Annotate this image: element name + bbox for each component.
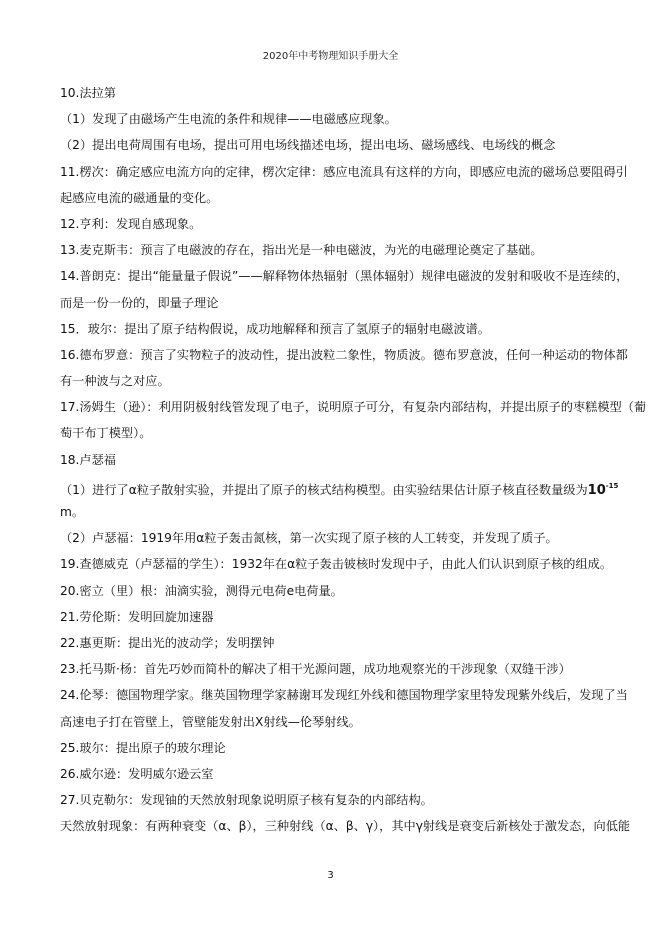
text-line-with-exponent	[60, 473, 619, 499]
text-line: 11.楞次：确定感应电流方向的定律，楞次定律：感应电流具有这样的方向，即感应电流的磁场总要阻碍引	[60, 164, 628, 179]
page-header: 2020年中考物理知识手册大全	[262, 51, 399, 62]
text-line: （1）发现了由磁场产生电流的条件和规律——电磁感应现象。	[60, 112, 397, 127]
text-line: 22.惠更斯：提出光的波动学；发明摆钟	[60, 635, 275, 650]
document-body	[60, 80, 647, 839]
text-line: 24.伦琴：德国物理学家。继英国物理学家赫谢耳发现红外线和德国物理学家里特发现紫外线后，发现了当	[60, 688, 628, 703]
text-line: 20.密立（里）根：油滴实验，测得元电荷e电荷量。	[60, 583, 343, 598]
text-span: （1）进行了α粒子散射实验，并提出了原子的核式结构模型。由实验结果估计原子核直径数量级为	[60, 482, 588, 497]
text-line: 17.汤姆生（逊）：利用阴极射线管发现了电子，说明原子可分，有复杂内部结构，并提出原子的枣糕模型（葡	[60, 400, 647, 415]
text-line: 18.卢瑟福	[60, 452, 116, 467]
text-line: 23.托马斯·杨：首先巧妙而简朴的解决了相干光源问题，成功地观察光的干涉现象（双缝干涉）	[60, 662, 571, 677]
exponent-base: 10	[587, 482, 606, 498]
page-number: 3	[327, 870, 334, 881]
text-line: 21.劳伦斯：发明回旋加速器	[60, 609, 214, 624]
text-line: 26.威尔逊：发明威尔逊云室	[60, 766, 214, 781]
text-line: （2）卢瑟福：1919年用α粒子轰击氮核，第一次实现了原子核的人工转变，并发现了质子。	[60, 531, 558, 546]
text-line: 14.普朗克：提出“能量量子假说”——解释物体热辐射（黑体辐射）规律电磁波的发射和吸收不是连续的，	[60, 269, 629, 284]
text-line: 27.贝克勒尔：发现铀的天然放射现象说明原子核有复杂的内部结构。	[60, 793, 433, 808]
text-line: 而是一份一份的，即量子理论	[60, 295, 219, 310]
text-line: 13.麦克斯韦：预言了电磁波的存在，指出光是一种电磁波，为光的电磁理论奠定了基础。	[60, 243, 543, 258]
text-line: 16.德布罗意：预言了实物粒子的波动性，提出波粒二象性，物质波。德布罗意波，任何一种运动的物体都	[60, 347, 628, 362]
text-line: 15．玻尔：提出了原子结构假说，成功地解释和预言了氢原子的辐射电磁波谱。	[60, 321, 490, 336]
text-line: 19.查德威克（卢瑟福的学生）：1932年在α粒子轰击铍核时发现中子，由此人们认识到原子核的组成。	[60, 557, 613, 572]
text-line: m。	[60, 505, 85, 519]
exponent-value	[588, 483, 619, 498]
text-line: 高速电子打在管壁上，管壁能发射出X射线—伦琴射线。	[60, 714, 361, 729]
text-line: 起感应电流的磁通量的变化。	[60, 190, 219, 205]
text-line: 萄干布丁模型）。	[60, 426, 152, 441]
text-line: 有一种波与之对应。	[60, 374, 170, 389]
exponent-power: -15	[605, 481, 619, 490]
text-line: 10.法拉第	[60, 86, 116, 100]
text-line: 12.亨利：发现自感现象。	[60, 216, 202, 231]
text-line: 天然放射现象：有两种衰变（α、β），三种射线（α、β、γ），其中γ射线是衰变后新核处于激发态，向低能	[60, 819, 631, 834]
text-line: 25.玻尔：提出原子的玻尔理论	[60, 740, 226, 755]
text-line: （2）提出电荷周围有电场，提出可用电场线描述电场，提出电场、磁场感线、电场线的概念	[60, 138, 556, 153]
